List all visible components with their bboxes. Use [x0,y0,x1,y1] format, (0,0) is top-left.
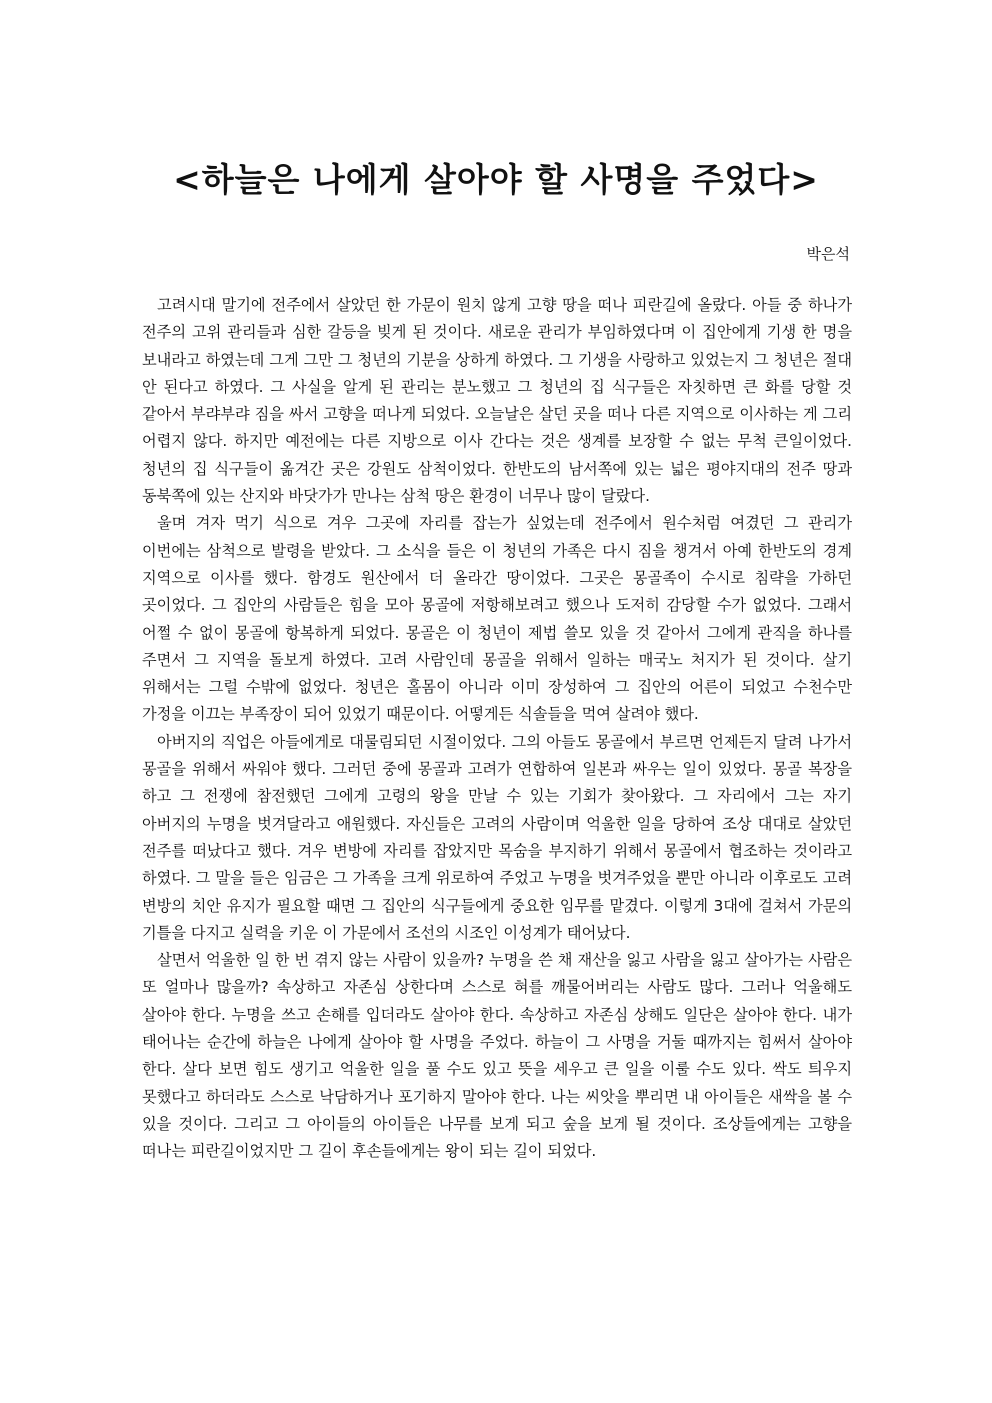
paragraph-3: 아버지의 직업은 아들에게로 대물림되던 시절이었다. 그의 아들도 몽골에서 부르면 언제든지 달려 나가서 몽골을 위해서 싸워야 했다. 그러던 중에 몽골과 고려가 연합하여 일본과 싸우는 일이 있었다. 몽골 복장을 하고 그 전쟁에 참전했던 그에게 고령의 왕을 만날 수 있는 기회가 찾아왔다. 그 자리에서 그는 자기 아버지의 누명을 벗겨달라고 애원했다. 자신들은 고려의 사람이며 억울한 일을 당하여 조상 대대로 살았던 전주를 떠났다고 했다. 겨우 변방에 자리를 잡았지만 목숨을 부지하기 위해서 몽골에서 협조하는 것이라고 하였다. 그 말을 들은 임금은 그 가족을 크게 위로하여 주었고 누명을 벗겨주었을 뿐만 아니라 이후로도 고려 변방의 치안 유지가 필요할 때면 그 집안의 식구들에게 중요한 임무를 맡겼다. 이렇게 3대에 걸쳐서 가문의 기틀을 다지고 실력을 키운 이 가문에서 조선의 시조인 이성계가 태어났다. [142,732,852,942]
document-title: <하늘은 나에게 살아야 할 사명을 주었다> [173,160,819,199]
paragraph-2: 울며 겨자 먹기 식으로 겨우 그곳에 자리를 잡는가 싶었는데 전주에서 원수처럼 여겼던 그 관리가 이번에는 삼척으로 발령을 받았다. 그 소식을 들은 이 청년의 가족은 다시 짐을 챙겨서 아예 한반도의 경계 지역으로 이사를 했다. 함경도 원산에서 더 올라간 땅이었다. 그곳은 몽골족이 수시로 침략을 가하던 곳이었다. 그 집안의 사람들은 힘을 모아 몽골에 저항해보려고 했으나 도저히 감당할 수가 없었다. 그래서 어쩔 수 없이 몽골에 항복하게 되었다. 몽골은 이 청년이 제법 쓸모 있을 것 같아서 그에게 관직을 하나를 주면서 그 지역을 돌보게 하였다. 고려 사람인데 몽골을 위해서 일하는 매국노 처지가 된 것이다. 살기 위해서는 그럴 수밖에 없었다. 청년은 홀몸이 아니라 이미 장성하여 그 집안의 어른이 되었고 수천수만 가정을 이끄는 부족장이 되어 있었기 때문이다. 어떻게든 식솔들을 먹여 살려야 했다. [142,514,852,724]
paragraph-4: 살면서 억울한 일 한 번 겪지 않는 사람이 있을까? 누명을 쓴 채 재산을 잃고 사람을 잃고 살아가는 사람은 또 얼마나 많을까? 속상하고 자존심 상한다며 스스로 혀를 깨물어버리는 사람도 많다. 그러나 억울해도 살아야 한다. 누명을 쓰고 손해를 입더라도 살아야 한다. 속상하고 자존심 상해도 일단은 살아야 한다. 내가 태어나는 순간에 하늘은 나에게 살아야 할 사명을 주었다. 하늘이 그 사명을 거둘 때까지는 힘써서 살아야 한다. 살다 보면 힘도 생기고 억울한 일을 풀 수도 있고 뜻을 세우고 큰 일을 이룰 수도 있다. 싹도 틔우지 못했다고 하더라도 스스로 낙담하거나 포기하지 말아야 한다. 나는 씨앗을 뿌리면 내 아이들은 새싹을 볼 수 있을 것이다. 그리고 그 아이들의 아이들은 나무를 보게 되고 숲을 보게 될 것이다. 조상들에게는 고향을 떠나는 피란길이었지만 그 길이 후손들에게는 왕이 되는 길이 되었다. [142,951,852,1161]
author-name: 박은석 [806,245,850,263]
essay-body [142,292,852,1166]
paragraph-1: 고려시대 말기에 전주에서 살았던 한 가문이 원치 않게 고향 땅을 떠나 피란길에 올랐다. 아들 중 하나가 전주의 고위 관리들과 심한 갈등을 빚게 된 것이다. 새로운 관리가 부임하였다며 이 집안에게 기생 한 명을 보내라고 하였는데 그게 그만 그 청년의 기분을 상하게 하였다. 그 기생을 사랑하고 있었는지 그 청년은 절대 안 된다고 하였다. 그 사실을 알게 된 관리는 분노했고 그 청년의 집 식구들은 자칫하면 큰 화를 당할 것 같아서 부랴부랴 짐을 싸서 고향을 떠나게 되었다. 오늘날은 살던 곳을 떠나 다른 지역으로 이사하는 게 그리 어렵지 않다. 하지만 예전에는 다른 지방으로 이사 간다는 것은 생계를 보장할 수 없는 무척 큰일이었다. 청년의 집 식구들이 옮겨간 곳은 강원도 삼척이었다. 한반도의 남서쪽에 있는 넓은 평야지대의 전주 땅과 동북쪽에 있는 산지와 바닷가가 만나는 삼척 땅은 환경이 너무나 많이 달랐다. [142,296,852,506]
